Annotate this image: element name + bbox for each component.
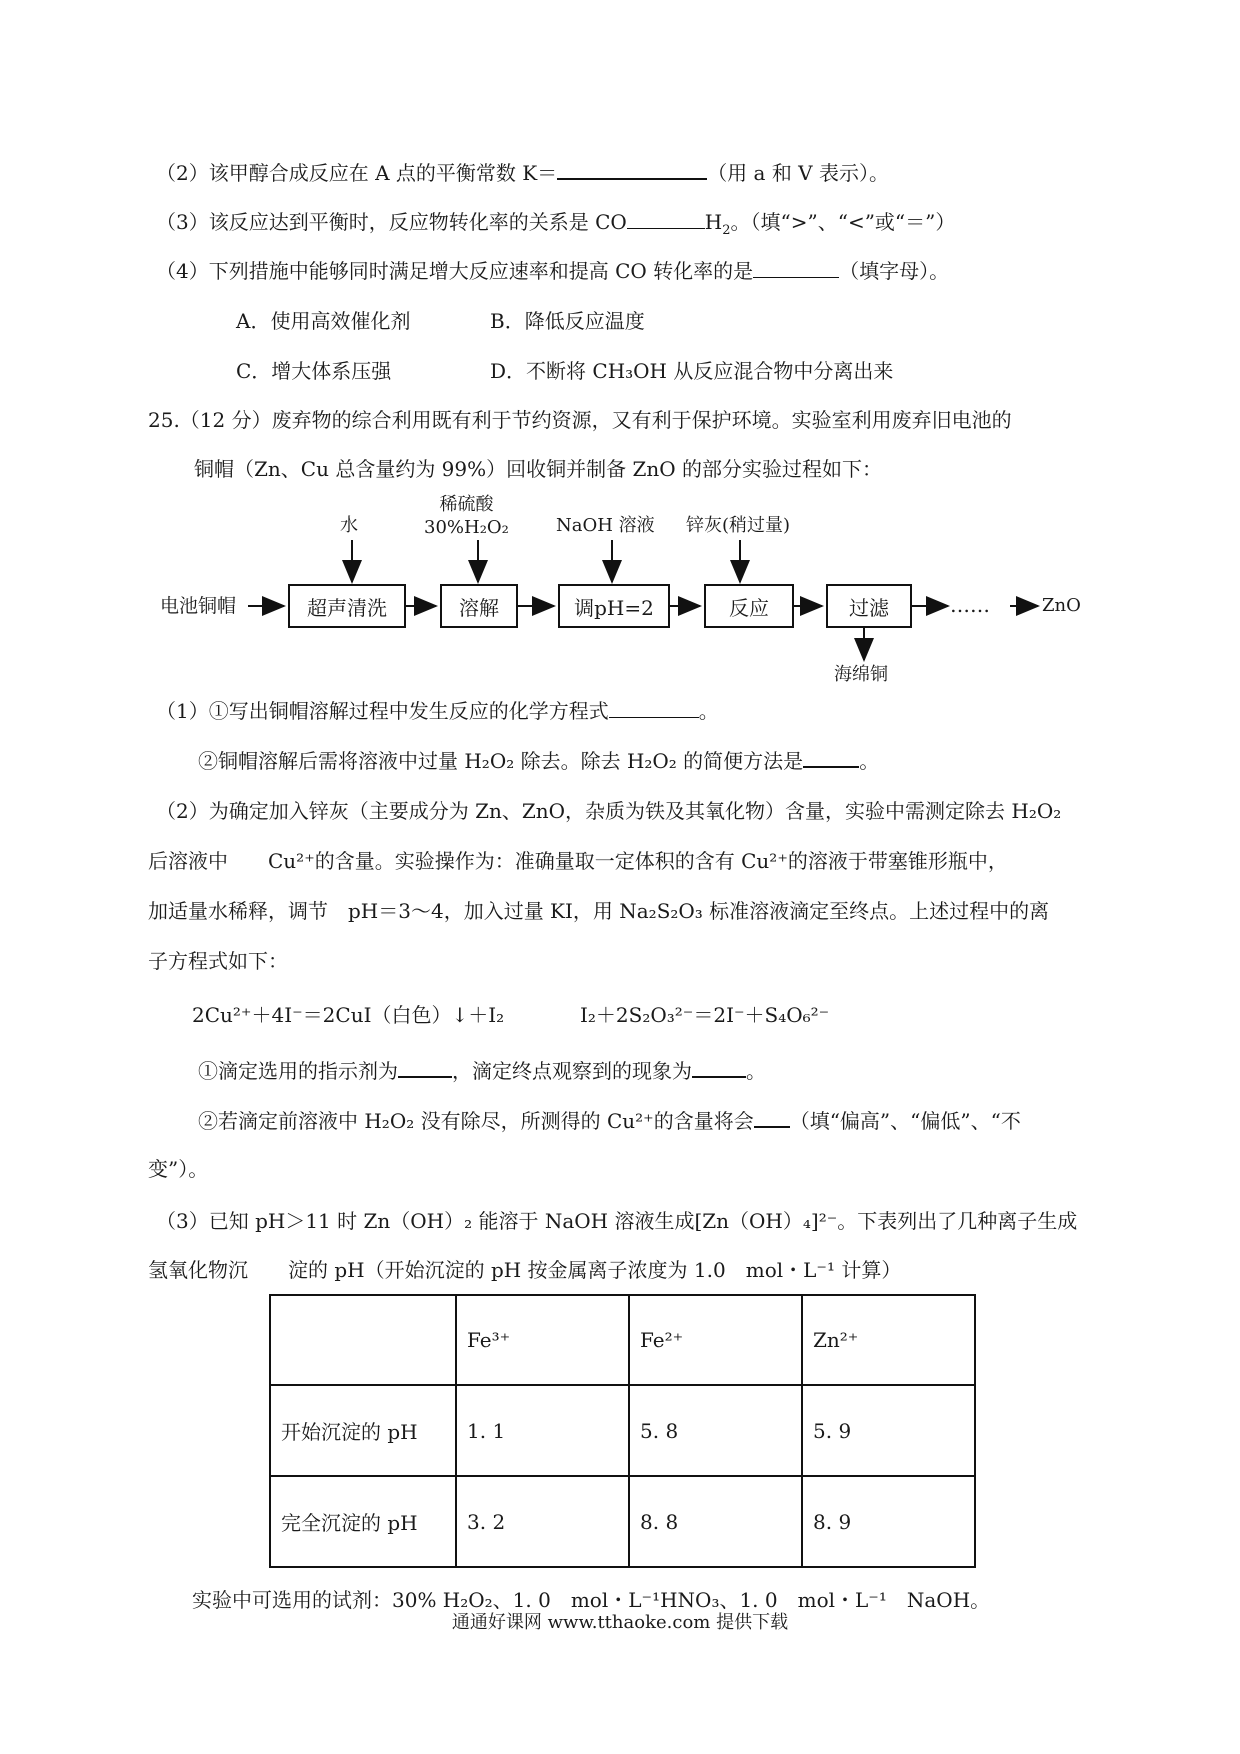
flow-byproduct: 海绵铜 xyxy=(834,664,888,685)
flow-input-acid-peroxide: 稀硫酸 30%H₂O₂ xyxy=(424,494,509,538)
table-cell: 5. 8 xyxy=(629,1385,802,1476)
flow-step-react: 反应 xyxy=(704,584,794,628)
q25-part2a: ①滴定选用的指示剂为 ，滴定终点观察到的现象为 。 xyxy=(198,1059,766,1083)
flow-step-filter: 过滤 xyxy=(826,584,912,628)
q24-part4: （4）下列措施中能够同时满足增大反应速率和提高 CO 转化率的是 （填字母）。 xyxy=(156,259,950,283)
table-header-row xyxy=(270,1295,975,1385)
table-header: Fe²⁺ xyxy=(629,1295,802,1385)
table-row xyxy=(270,1476,975,1567)
table-cell: 3. 2 xyxy=(456,1476,629,1567)
q25-part3-line1: （3）已知 pH＞11 时 Zn（OH）₂ 能溶于 NaOH 溶液生成[Zn（OH）₄]²⁻。下表列出了几种离子生成 xyxy=(156,1209,1078,1233)
q25-part2-line2: 后溶液中 Cu²⁺的含量。实验操作为：准确量取一定体积的含有 Cu²⁺的溶液于带塞锥形瓶中， xyxy=(148,849,1008,873)
answer-blank[interactable] xyxy=(398,1058,452,1078)
flow-input-water: 水 xyxy=(340,515,358,536)
table-row xyxy=(270,1385,975,1476)
option-a: A．使用高效催化剂 xyxy=(236,309,411,333)
q25-part2-line4: 子方程式如下： xyxy=(148,949,288,973)
precipitation-ph-table xyxy=(269,1294,976,1568)
answer-blank[interactable] xyxy=(754,1108,790,1128)
table-cell: 完全沉淀的 pH xyxy=(270,1476,456,1567)
table-cell: 8. 9 xyxy=(802,1476,975,1567)
flow-step-dissolve: 溶解 xyxy=(440,584,518,628)
table-header: Zn²⁺ xyxy=(802,1295,975,1385)
flow-end-label: ZnO xyxy=(1042,595,1081,616)
q24-part2: （2）该甲醇合成反应在 A 点的平衡常数 K＝ （用 a 和 V 表示）。 xyxy=(156,161,889,185)
option-d: D．不断将 CH₃OH 从反应混合物中分离出来 xyxy=(490,359,894,383)
table-cell: 1. 1 xyxy=(456,1385,629,1476)
flow-start-label: 电池铜帽 xyxy=(160,595,237,617)
table-cell xyxy=(270,1295,456,1385)
table-cell: 8. 8 xyxy=(629,1476,802,1567)
q25-part3-line2: 氢氧化物沉 淀的 pH（开始沉淀的 pH 按金属离子浓度为 1.0 mol・L⁻¹ 计算） xyxy=(148,1258,902,1282)
table-header: Fe³⁺ xyxy=(456,1295,629,1385)
answer-blank[interactable] xyxy=(803,748,859,768)
flow-step-ultrasonic-cleaning: 超声清洗 xyxy=(288,584,406,628)
option-b: B．降低反应温度 xyxy=(490,309,645,333)
q25-intro-line1: 25.（12 分）废弃物的综合利用既有利于节约资源，又有利于保护环境。实验室利用废弃旧电池的 xyxy=(148,408,1012,432)
table-cell: 5. 9 xyxy=(802,1385,975,1476)
q25-part1b: ②铜帽溶解后需将溶液中过量 H₂O₂ 除去。除去 H₂O₂ 的简便方法是 。 xyxy=(198,749,880,773)
q25-part2b: ②若滴定前溶液中 H₂O₂ 没有除尽，所测得的 Cu²⁺的含量将会 （填“偏高”、“偏低”、“不 xyxy=(198,1109,1021,1133)
reagents-line: 实验中可选用的试剂：30% H₂O₂、1. 0 mol・L⁻¹HNO₃、1. 0 mol・L⁻¹ NaOH。 xyxy=(192,1588,991,1612)
flow-input-zinc-ash: 锌灰(稍过量) xyxy=(686,515,791,536)
q25-intro-line2: 铜帽（Zn、Cu 总含量约为 99%）回收铜并制备 ZnO 的部分实验过程如下： xyxy=(194,457,883,481)
flow-input-naoh: NaOH 溶液 xyxy=(556,515,655,536)
answer-blank[interactable] xyxy=(609,699,699,718)
flow-ellipsis: …… xyxy=(950,593,990,617)
q25-part2-line1: （2）为确定加入锌灰（主要成分为 Zn、ZnO，杂质为铁及其氧化物）含量，实验中需测定除去 H₂O₂ xyxy=(156,799,1062,823)
flow-step-adjust-ph: 调pH=2 xyxy=(558,584,670,628)
answer-blank[interactable] xyxy=(692,1058,746,1078)
page-footer: 通通好课网 www.tthaoke.com 提供下载 xyxy=(451,1612,789,1633)
q25-part1a: （1）①写出铜帽溶解过程中发生反应的化学方程式 。 xyxy=(156,699,719,723)
ionic-equation-1: 2Cu²⁺＋4I⁻＝2CuI（白色）↓＋I₂ xyxy=(192,1003,505,1027)
table-cell: 开始沉淀的 pH xyxy=(270,1385,456,1476)
q25-part2-line3: 加适量水稀释，调节 pH＝3～4，加入过量 KI，用 Na₂S₂O₃ 标准溶液滴定至终点。上述过程中的离 xyxy=(148,899,1050,923)
ionic-equation-2: I₂＋2S₂O₃²⁻＝2I⁻＋S₄O₆²⁻ xyxy=(580,1003,830,1027)
q25-part2b-line2: 变”）。 xyxy=(148,1157,209,1181)
option-c: C．增大体系压强 xyxy=(236,359,392,383)
q24-part3: （3）该反应达到平衡时，反应物转化率的关系是 CO $H_2$。（填“>”、“<”或“＝”） xyxy=(156,210,956,238)
